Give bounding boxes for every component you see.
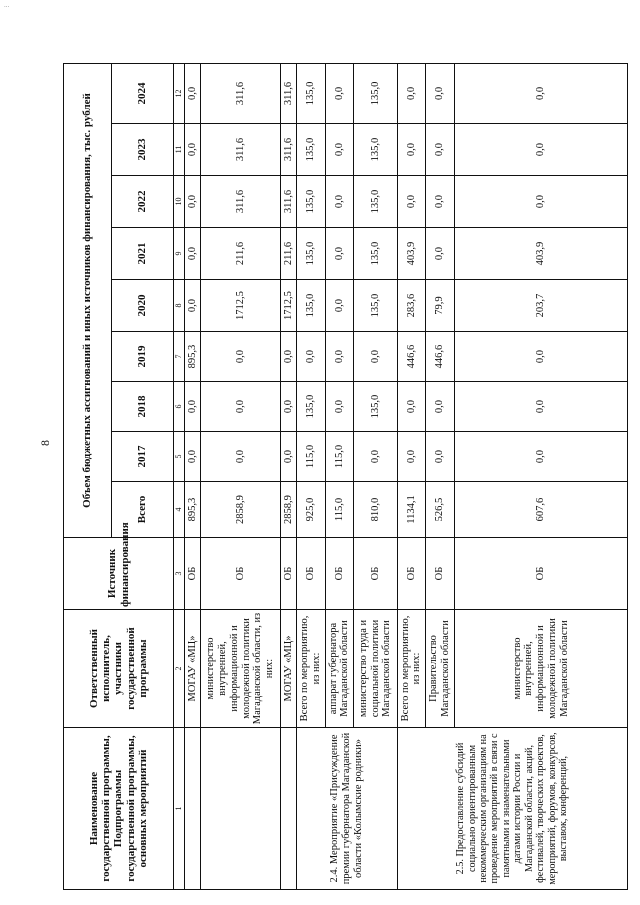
value-cell: 0,0 <box>426 124 455 176</box>
source-cell: ОБ <box>325 538 354 610</box>
value-cell: 0,0 <box>426 228 455 280</box>
header-year: 2017 <box>111 432 174 482</box>
value-cell: 135,0 <box>297 280 326 332</box>
value-cell: 895,3 <box>185 482 201 538</box>
value-cell: 0,0 <box>185 432 201 482</box>
header-year: 2024 <box>111 63 174 123</box>
value-cell: 135,0 <box>297 63 326 123</box>
value-cell: 0,0 <box>325 176 354 228</box>
value-cell: 0,0 <box>325 382 354 432</box>
value-cell: 0,0 <box>426 432 455 482</box>
measure-name-cell: 2.4. Мероприятие «Присуждение премии губернатора Магаданской области «Колымские родники» <box>297 728 398 890</box>
value-cell: 135,0 <box>297 124 326 176</box>
value-cell: 0,0 <box>397 432 426 482</box>
value-cell: 0,0 <box>397 124 426 176</box>
value-cell: 403,9 <box>397 228 426 280</box>
header-executor: Ответственный исполнитель, участники государственной программы <box>64 610 174 728</box>
column-number: 4 <box>174 482 185 538</box>
value-cell: 0,0 <box>185 228 201 280</box>
value-cell: 0,0 <box>354 432 397 482</box>
rotated-table-container <box>63 64 628 890</box>
value-cell: 446,6 <box>397 332 426 382</box>
value-cell: 0,0 <box>325 124 354 176</box>
column-number: 8 <box>174 280 185 332</box>
source-cell: ОБ <box>426 538 455 610</box>
header-year: 2021 <box>111 228 174 280</box>
executor-cell: МОГАУ «МЦ» <box>281 610 297 728</box>
source-cell: ОБ <box>201 538 281 610</box>
value-cell: 0,0 <box>325 63 354 123</box>
value-cell: 2858,9 <box>281 482 297 538</box>
source-cell: ОБ <box>454 538 627 610</box>
value-cell: 0,0 <box>454 176 627 228</box>
table-row <box>201 63 281 889</box>
column-number: 9 <box>174 228 185 280</box>
value-cell: 607,6 <box>454 482 627 538</box>
column-number: 11 <box>174 124 185 176</box>
source-cell: ОБ <box>281 538 297 610</box>
header-year: 2019 <box>111 332 174 382</box>
value-cell: 0,0 <box>185 382 201 432</box>
table-row <box>281 63 297 889</box>
executor-cell: министерство внутренней, информационной и молодежной политики Магаданской области, из них: <box>201 610 281 728</box>
value-cell: 0,0 <box>325 280 354 332</box>
value-cell: 526,5 <box>426 482 455 538</box>
value-cell: 79,9 <box>426 280 455 332</box>
value-cell: 0,0 <box>325 332 354 382</box>
value-cell: 0,0 <box>281 382 297 432</box>
value-cell: 0,0 <box>426 63 455 123</box>
value-cell: 0,0 <box>426 382 455 432</box>
value-cell: 1134,1 <box>397 482 426 538</box>
name-cell <box>185 728 201 890</box>
source-cell: ОБ <box>297 538 326 610</box>
header-year: 2020 <box>111 280 174 332</box>
column-number: 5 <box>174 432 185 482</box>
value-cell: 0,0 <box>397 63 426 123</box>
column-number: 1 <box>174 728 185 890</box>
table-row <box>297 63 326 889</box>
value-cell: 135,0 <box>354 382 397 432</box>
executor-cell: министерство труда и социальной политики Магаданской области <box>354 610 397 728</box>
measure-name-cell: 2.5. Предоставление субсидий социально ориентированным некоммерческим организациям на проведение мероприятий в связи с памятными и знаменательными датами истории России и Магаданской области, акций, фестивалей, творческих проектов, мероприятий, форумов, конкурсов, выставок, конференций, <box>397 728 627 890</box>
header-name: Наименование государственной программы, Подпрограммы государственной программы, основных мероприятий <box>64 728 174 890</box>
executor-cell: министерство внутренней, информационной и молодежной политики Магаданской области <box>454 610 627 728</box>
executor-cell: аппарат губернатора Магаданской области <box>325 610 354 728</box>
value-cell: 0,0 <box>454 332 627 382</box>
column-number: 6 <box>174 382 185 432</box>
value-cell: 0,0 <box>426 176 455 228</box>
value-cell: 115,0 <box>297 432 326 482</box>
value-cell: 203,7 <box>454 280 627 332</box>
value-cell: 135,0 <box>354 280 397 332</box>
header-year: 2018 <box>111 382 174 432</box>
value-cell: 0,0 <box>185 63 201 123</box>
value-cell: 135,0 <box>297 176 326 228</box>
source-cell: ОБ <box>354 538 397 610</box>
value-cell: 311,6 <box>201 124 281 176</box>
executor-cell: Всего по мероприятию, из них: <box>297 610 326 728</box>
value-cell: 1712,5 <box>281 280 297 332</box>
name-cell <box>281 728 297 890</box>
value-cell: 0,0 <box>454 382 627 432</box>
value-cell: 0,0 <box>185 124 201 176</box>
value-cell: 311,6 <box>201 176 281 228</box>
value-cell: 135,0 <box>354 63 397 123</box>
value-cell: 211,6 <box>281 228 297 280</box>
page-number: 8 <box>38 440 52 446</box>
header-source: Источник финансирования <box>64 538 174 610</box>
value-cell: 0,0 <box>454 432 627 482</box>
value-cell: 0,0 <box>397 176 426 228</box>
value-cell: 0,0 <box>397 382 426 432</box>
value-cell: 0,0 <box>185 280 201 332</box>
value-cell: 0,0 <box>454 124 627 176</box>
value-cell: 311,6 <box>281 124 297 176</box>
value-cell: 0,0 <box>201 432 281 482</box>
header-year: 2023 <box>111 124 174 176</box>
value-cell: 0,0 <box>201 382 281 432</box>
header-volume: Объем бюджетных ассигнований и иных источников финансирования, тыс. рублей <box>64 63 112 537</box>
column-number: 3 <box>174 538 185 610</box>
value-cell: 135,0 <box>354 228 397 280</box>
column-number: 7 <box>174 332 185 382</box>
value-cell: 311,6 <box>281 63 297 123</box>
value-cell: 211,6 <box>201 228 281 280</box>
value-cell: 135,0 <box>297 228 326 280</box>
value-cell: 135,0 <box>354 124 397 176</box>
table-row <box>185 63 201 889</box>
header-year: Всего <box>111 482 174 538</box>
executor-cell: Всего по мероприятию, из них: <box>397 610 426 728</box>
value-cell: 135,0 <box>297 382 326 432</box>
value-cell: 810,0 <box>354 482 397 538</box>
name-cell <box>201 728 281 890</box>
value-cell: 0,0 <box>201 332 281 382</box>
budget-table <box>63 63 628 890</box>
value-cell: 2858,9 <box>201 482 281 538</box>
value-cell: 0,0 <box>354 332 397 382</box>
source-cell: ОБ <box>397 538 426 610</box>
value-cell: 0,0 <box>185 176 201 228</box>
column-number: 2 <box>174 610 185 728</box>
column-number: 10 <box>174 176 185 228</box>
value-cell: 0,0 <box>454 63 627 123</box>
value-cell: 0,0 <box>325 228 354 280</box>
value-cell: 311,6 <box>201 63 281 123</box>
corner-mark: ... <box>4 1 10 9</box>
value-cell: 0,0 <box>281 432 297 482</box>
value-cell: 1712,5 <box>201 280 281 332</box>
value-cell: 0,0 <box>281 332 297 382</box>
value-cell: 311,6 <box>281 176 297 228</box>
table-row <box>397 63 426 889</box>
source-cell: ОБ <box>185 538 201 610</box>
executor-cell: МОГАУ «МЦ» <box>185 610 201 728</box>
value-cell: 446,6 <box>426 332 455 382</box>
value-cell: 135,0 <box>354 176 397 228</box>
value-cell: 0,0 <box>297 332 326 382</box>
value-cell: 115,0 <box>325 432 354 482</box>
value-cell: 283,6 <box>397 280 426 332</box>
value-cell: 403,9 <box>454 228 627 280</box>
value-cell: 895,3 <box>185 332 201 382</box>
value-cell: 925,0 <box>297 482 326 538</box>
column-number: 12 <box>174 63 185 123</box>
value-cell: 115,0 <box>325 482 354 538</box>
executor-cell: Правительство Магаданской области <box>426 610 455 728</box>
header-year: 2022 <box>111 176 174 228</box>
